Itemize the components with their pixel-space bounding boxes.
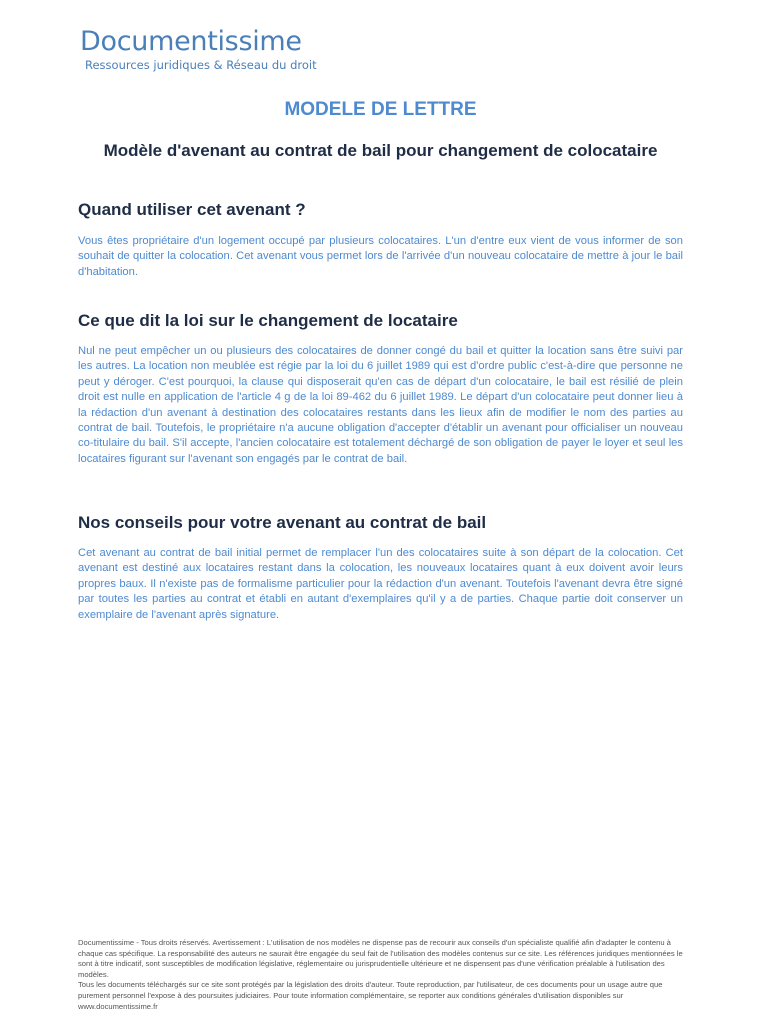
document-title: Modèle d'avenant au contrat de bail pour changement de colocataire (103, 141, 658, 160)
section-body-law: Nul ne peut empêcher un ou plusieurs des colocataires de donner congé du bail et quitter la location sans être suivi par les autres. La location non meublée est régie par la loi du 6 juillet 1989 qui est d'ordre public c'est-à-dire que personne ne peut y déroger. C'est pourquoi, la clause qui disposerait qu'en cas de départ d'un colocataire, le bail est résilié de plein droit est nulle en application de l'article 4 g de la loi 89-462 du 6 juillet 1989. Le départ d'un colocataire peut donner lieu à la rédaction d'un avenant à destination des colocataires restants dans les lieux afin de modifier le nom des parties au contrat de bail. Toutefois, le propriétaire n'a aucune obligation d'accepter d'établir un avenant pour officialiser un nouveau co-titulaire du bail. S'il accepte, l'ancien colocataire est totalement déchargé de son obligation de payer le loyer et seul les locataires figurant sur l'avenant son engagés par le contrat de bail. (78, 345, 683, 465)
logo-tagline: Ressources juridiques & Réseau du droit (85, 58, 317, 72)
logo (80, 26, 380, 72)
section-heading-advice: Nos conseils pour votre avenant au contrat de bail (78, 513, 487, 532)
footer (78, 938, 688, 1012)
footer-disclaimer: Documentissime - Tous droits réservés. Avertissement : L'utilisation de nos modèles ne dispense pas de recourir aux conseils d'un spécialiste qualifié afin d'adapter le contenu à chaque cas spécifique. La responsabilité des auteurs ne saurait être engagée du seul fait de l'utilisation des modèles contenus sur ce site. Les références juridiques mentionnées le sont à titre indicatif, sont susceptibles de modification législative, réglementaire ou jurisprudentielle ultérieure et ne dispensent pas d'une vérification préalable à l'utilisation des modèles. (78, 938, 683, 979)
section-body-when-to-use: Vous êtes propriétaire d'un logement occupé par plusieurs colocataires. L'un d'entre eux vient de vous informer de son souhait de quitter la colocation. Cet avenant vous permet lors de l'arrivée d'un nouveau colocataire de mettre à jour le bail d'habitation. (78, 235, 683, 278)
section-body-advice: Cet avenant au contrat de bail initial permet de remplacer l'un des colocataires suite à son départ de la colocation. Cet avenant est destiné aux locataires restant dans la colocation, les nouveaux locataires quant à eux doivent avoir leurs propres baux. Il n'existe pas de formalisme particulier pour la rédaction d'un avenant. Toutefois l'avenant devra être signé par toutes les parties au contrat et établi en autant d'exemplaires qu'il y a de parties. Chaque partie doit conserver un exemplaire de l'avenant après signature. (78, 547, 683, 621)
section-heading-law: Ce que dit la loi sur le changement de locataire (78, 311, 458, 330)
footer-copyright: Tous les documents téléchargés sur ce site sont protégés par la législation des droits d'auteur. Toute reproduction, par l'utilisateur, de ces documents pour un usage autre que purement personnel l'expose à des poursuites judiciaires. Pour toute information complémentaire, se reporter aux conditions générales d'utilisation disponibles sur www.documentissime.fr (78, 980, 663, 1011)
document-type-label: MODELE DE LETTRE (284, 99, 477, 120)
logo-name: Documentissime (80, 26, 302, 57)
section-heading-when-to-use: Quand utiliser cet avenant ? (78, 200, 306, 219)
